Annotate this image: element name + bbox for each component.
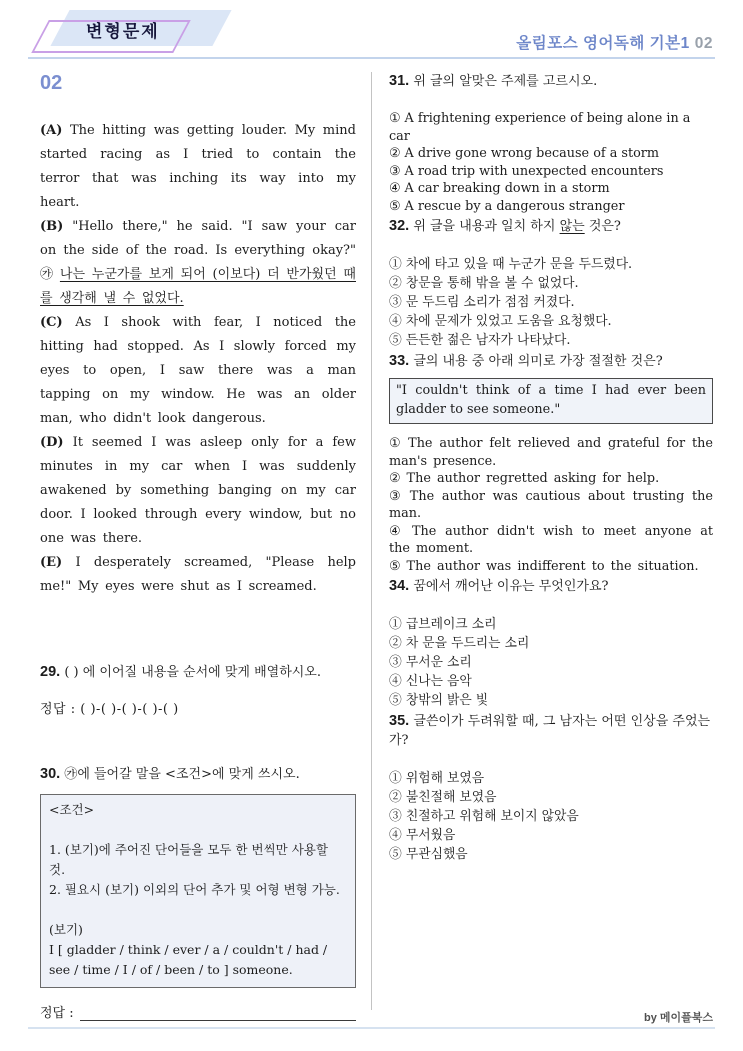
option-1: ① The author felt relieved and grateful for the man's presence. (389, 436, 713, 469)
option-5: ⑤ 창밖의 밝은 빛 (389, 693, 489, 708)
right-column (389, 70, 713, 864)
option-4: ④ A car breaking down in a storm (389, 181, 610, 196)
paragraph-b: (B) "Hello there," he said. "I saw your car on the side of the road. Is everything okay?" ㉮ 나는 누군가를 보게 되어 (이보다) 더 반가웠던 때를 생각해 낼 수 없었다. (40, 219, 356, 306)
question-34-options (389, 615, 713, 710)
option-5: ⑤ 든든한 젊은 남자가 나타났다. (389, 333, 571, 348)
blank-marker: ㉮ (40, 267, 54, 282)
question-33-options (389, 435, 713, 575)
paragraph-label: (C) (40, 315, 63, 330)
section-number: 02 (40, 72, 63, 94)
option-3: ③ 무서운 소리 (389, 655, 472, 670)
condition-box-line: 1. (보기)에 주어진 단어들을 모두 한 번씩만 사용할 것. (49, 842, 328, 877)
answer-label: 정답 : (40, 1006, 74, 1021)
question-34-number: 34. (389, 578, 410, 594)
question-29-answer-blanks: 정답 : ( )-( )-( )-( )-( ) (40, 702, 179, 717)
option-2: ② A drive gone wrong because of a storm (389, 146, 660, 161)
answer-blank-line (80, 1006, 356, 1021)
condition-box-line: <조건> (49, 802, 95, 817)
option-4: ④ 신나는 음악 (389, 674, 472, 689)
option-4: ④ 차에 문제가 있었고 도움을 요청했다. (389, 314, 612, 329)
underlined-korean-sentence: 나는 누군가를 보게 되어 (이보다) 더 반가웠던 때를 생각해 낼 수 없었다. (40, 267, 356, 306)
option-2: ② 창문을 통해 밖을 볼 수 없었다. (389, 276, 579, 291)
condition-box (40, 794, 356, 988)
option-5: ⑤ The author was indifferent to the situation. (389, 558, 699, 574)
quote-box: "I couldn't think of a time I had ever been gladder to see someone." (389, 378, 713, 424)
question-30-number: 30. (40, 766, 61, 782)
header-divider (28, 57, 715, 59)
question-29-title: 29. ( ) 에 이어질 내용을 순서에 맞게 배열하시오. (40, 664, 322, 680)
reading-passage (40, 119, 356, 599)
option-2: ② 불친절해 보였음 (389, 790, 497, 805)
option-1: ① 위험해 보였음 (389, 771, 485, 786)
question-32-number: 32. (389, 218, 410, 234)
question-35 (389, 710, 713, 864)
question-33-number: 33. (389, 353, 410, 369)
question-29-number: 29. (40, 664, 61, 680)
option-3: ③ The author was cautious about trusting the man. (389, 488, 713, 521)
paragraph-label: (E) (40, 555, 63, 570)
book-title: 올림포스 영어독해 기본1 (516, 35, 690, 52)
paragraph-label: (D) (40, 435, 64, 450)
option-3: ③ 문 두드림 소리가 점점 커졌다. (389, 295, 575, 310)
question-32 (389, 215, 713, 350)
publisher-credit: by 메이플북스 (643, 1012, 713, 1024)
paragraph-d: (D) It seemed I was asleep only for a few minutes in my car when I was suddenly awakened by something banging on my car door. I looked through every window, but no one was there. (40, 435, 356, 546)
question-31-number: 31. (389, 73, 410, 89)
paragraph-label: (A) (40, 123, 63, 138)
underlined-not-word: 않는 (559, 219, 585, 234)
header-badge (38, 8, 238, 54)
question-35-options (389, 769, 713, 864)
paragraph-label: (B) (40, 219, 64, 234)
question-32-title: 32. 위 글을 내용과 일치 하지 않는 것은? (389, 218, 621, 234)
footer-divider (28, 1027, 715, 1029)
question-34 (389, 575, 713, 710)
condition-box-line: 2. 필요시 (보기) 이외의 단어 추가 및 어형 변형 가능. (49, 882, 340, 897)
header-title (516, 31, 713, 53)
option-2: ② The author regretted asking for help. (389, 471, 660, 486)
question-32-options (389, 255, 713, 350)
option-1: ① 급브레이크 소리 (389, 617, 497, 632)
option-1: ① 차에 타고 있을 때 누군가 문을 두드렸다. (389, 257, 633, 272)
paragraph-c: (C) As I shook with fear, I noticed the hitting had stopped. As I slowly forced my eyes to open, I saw there was a man tapping on my window. He was an older man, who didn't look dangerous. (40, 315, 356, 426)
condition-box-line: (보기) (49, 922, 83, 937)
option-2: ② 차 문을 두드리는 소리 (389, 636, 530, 651)
option-4: ④ The author didn't wish to meet anyone at the moment. (389, 523, 713, 556)
condition-box-line (49, 820, 347, 840)
option-4: ④ 무서웠음 (389, 828, 456, 843)
question-33-title: 33. 글의 내용 중 아래 의미로 가장 절절한 것은? (389, 353, 663, 369)
paragraph-e: (E) I desperately screamed, "Please help me!" My eyes were shut as I screamed. (40, 555, 356, 594)
option-1: ① A frightening experience of being alone in a car (389, 111, 691, 144)
question-31-title: 31. 위 글의 알맞은 주제를 고르시오. (389, 73, 598, 89)
question-35-title: 35. 글쓴이가 두려워할 때, 그 남자는 어떤 인상을 주었는가? (389, 713, 711, 748)
badge-label: 변형문제 (86, 22, 160, 41)
option-5: ⑤ A rescue by a dangerous stranger (389, 198, 625, 214)
option-3: ③ 친절하고 위험해 보이지 않았음 (389, 809, 579, 824)
option-5: ⑤ 무관심했음 (389, 847, 468, 862)
paragraph-a: (A) The hitting was getting louder. My mind started racing as I tried to contain the terror that was inching its way into my heart. (40, 123, 356, 210)
question-35-number: 35. (389, 713, 410, 729)
header-page-number: 02 (694, 35, 713, 52)
question-31 (389, 70, 713, 215)
column-divider (371, 72, 372, 1010)
question-33 (389, 350, 713, 575)
question-30-title: 30. ㉮에 들어갈 말을 <조건>에 맞게 쓰시오. (40, 766, 300, 782)
question-34-title: 34. 꿈에서 깨어난 이유는 무엇인가요? (389, 578, 609, 594)
word-bank-line: I [ gladder / think / ever / a / couldn't / had / see / time / I / of / been / to ] someone. (49, 942, 328, 977)
option-3: ③ A road trip with unexpected encounters (389, 163, 664, 179)
question-30-answer-row (40, 1002, 356, 1021)
left-column (40, 70, 356, 1051)
condition-box-line (49, 900, 347, 920)
question-31-options (389, 110, 713, 215)
